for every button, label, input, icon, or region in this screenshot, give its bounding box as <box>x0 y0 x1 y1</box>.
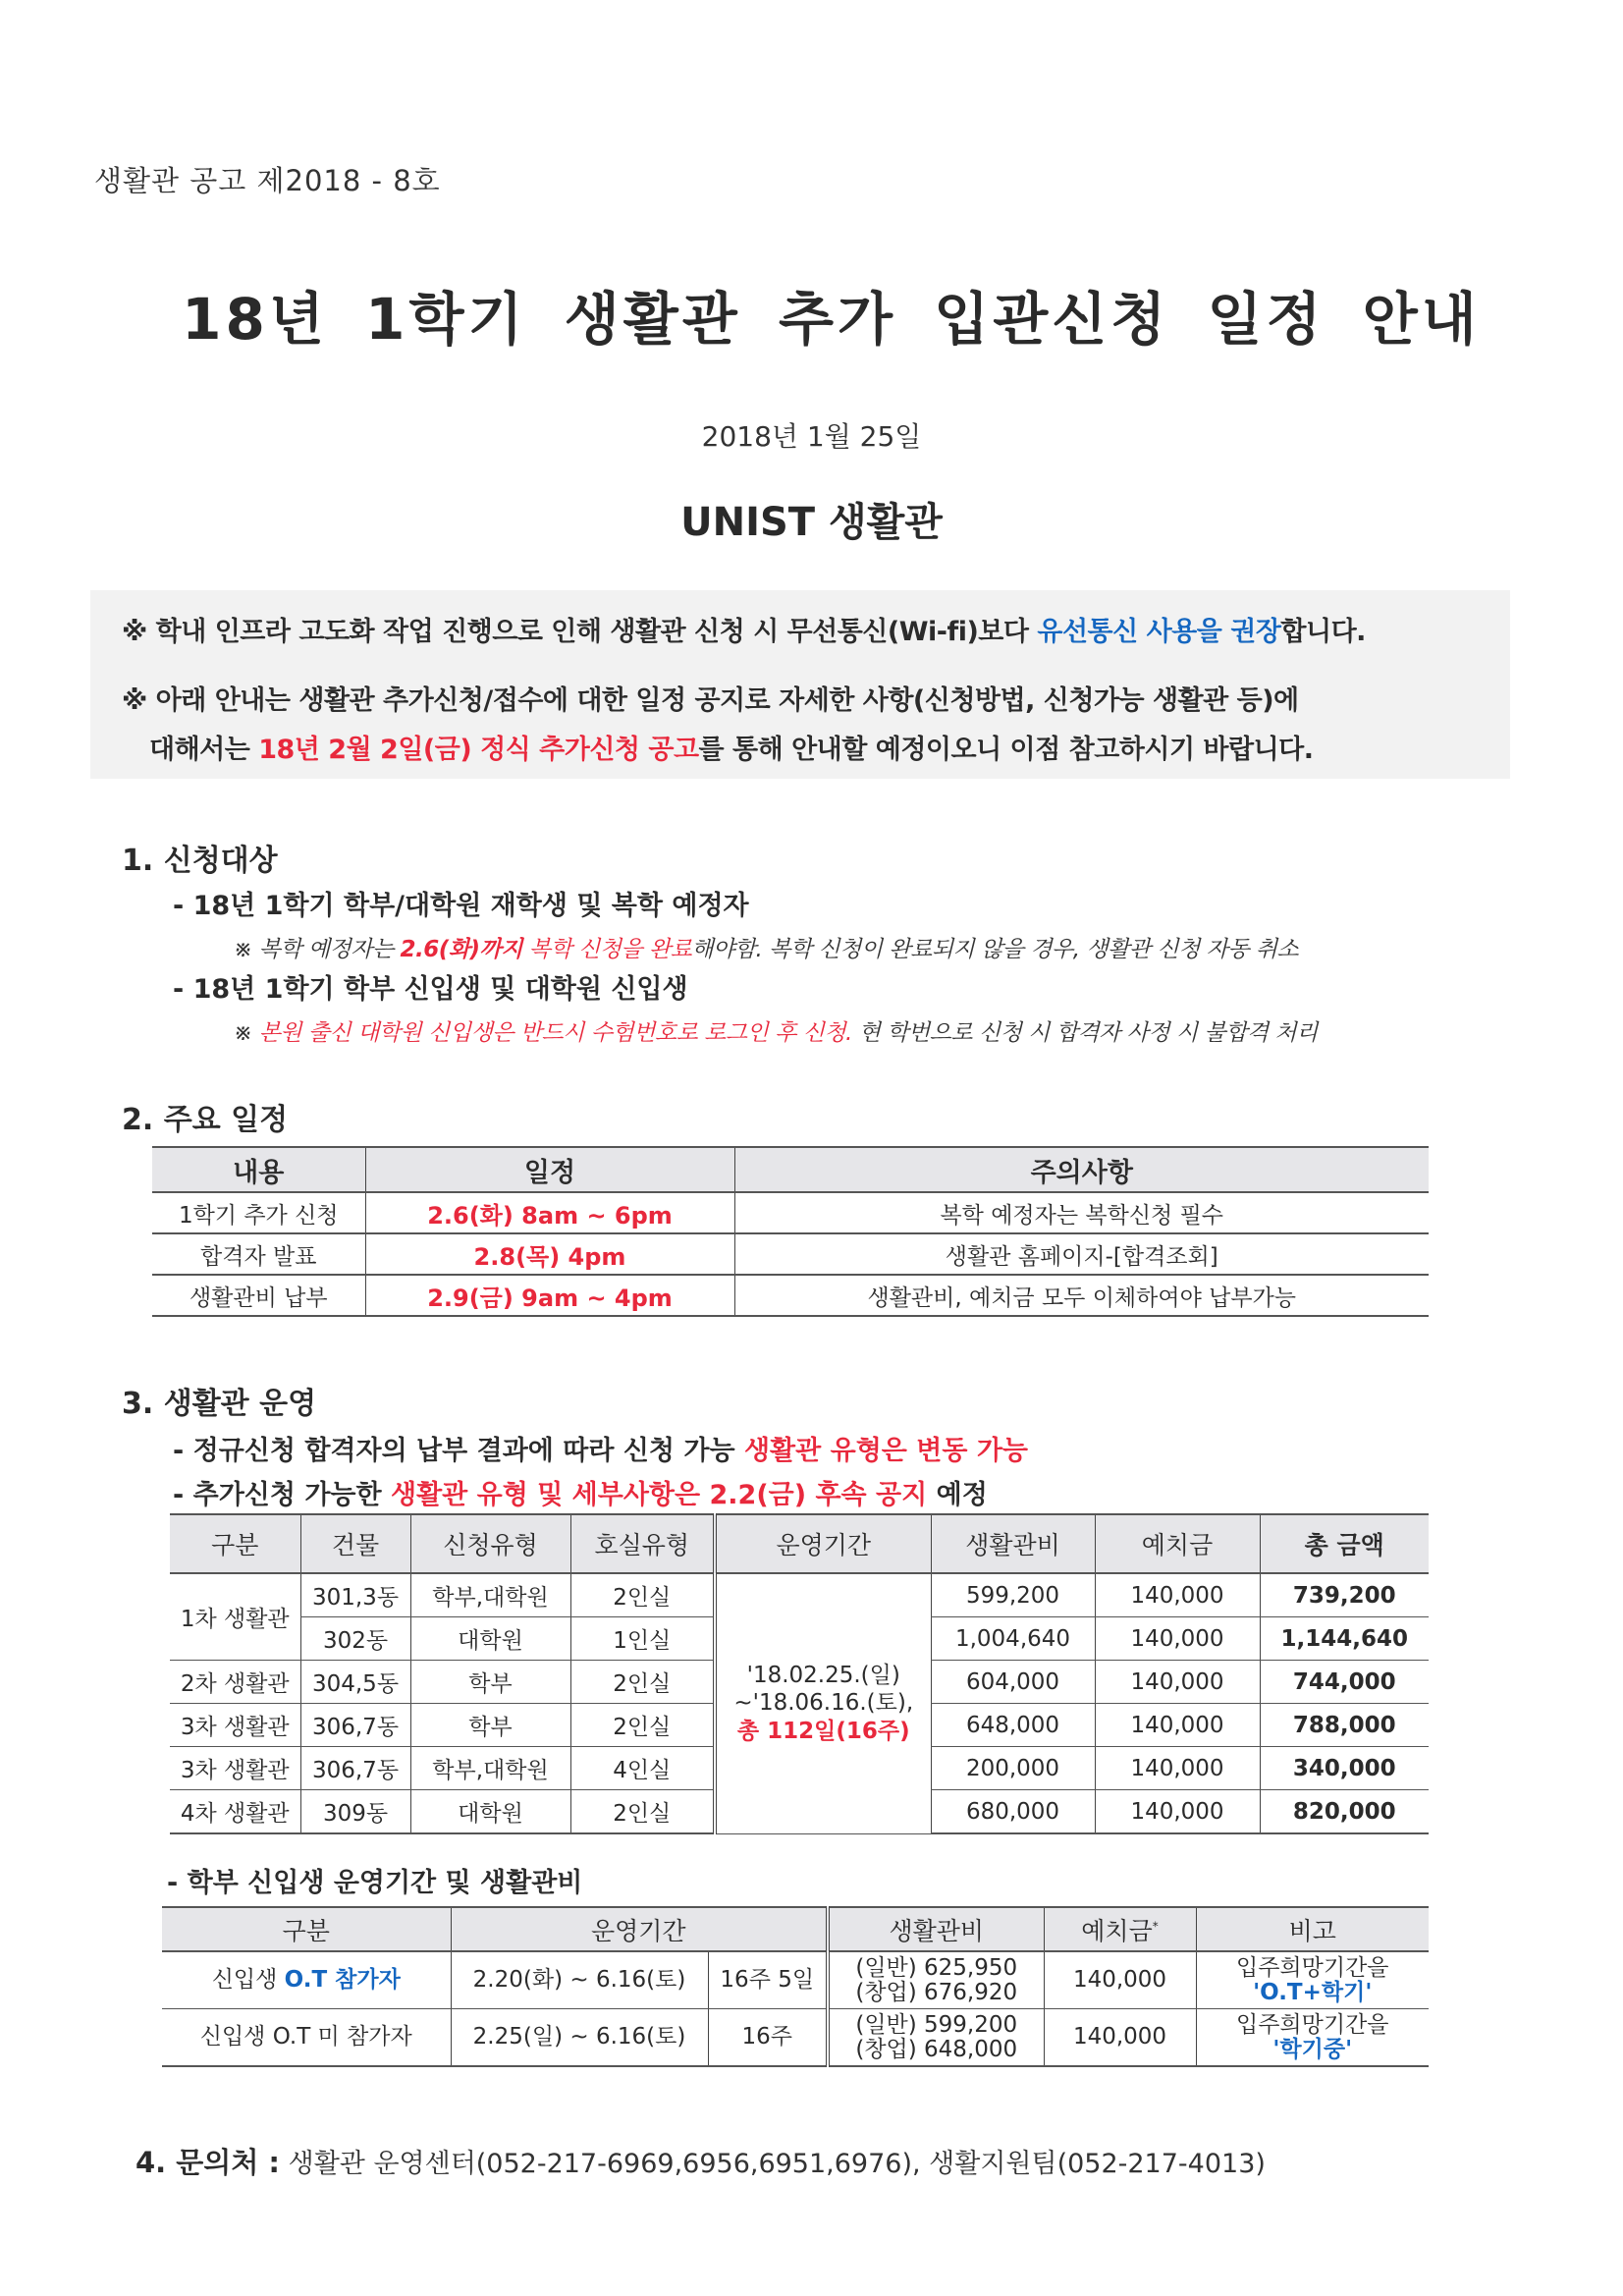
notice-text: ※ 학내 인프라 고도화 작업 진행으로 인해 생활관 신청 시 무선통신(Wi-fi)보다 <box>122 617 1038 647</box>
column-header: 운영기간 <box>715 1514 931 1573</box>
bullet-text: - 정규신청 합격자의 납부 결과에 따라 신청 가능 <box>173 1436 744 1466</box>
section-1-note-1 <box>234 931 1298 963</box>
cell-item: 1학기 추가 신청 <box>152 1192 365 1233</box>
cell-room: 2인실 <box>570 1661 715 1704</box>
cell-fee: 200,000 <box>931 1747 1095 1790</box>
cell-total: 340,000 <box>1260 1747 1429 1790</box>
cell-category: 1차 생활관 <box>170 1573 300 1661</box>
cell-deposit: 140,000 <box>1095 1790 1260 1834</box>
cell-building: 309동 <box>300 1790 410 1834</box>
notice-line-2: ※ 아래 안내는 생활관 추가신청/접수에 대한 일정 공지로 자세한 사항(신청방법, 신청가능 생활관 등)에 <box>122 685 1299 716</box>
cell-room: 2인실 <box>570 1573 715 1617</box>
note-highlight: 본원 출신 대학원 신입생은 반드시 수험번호로 로그인 후 신청. <box>258 1020 852 1046</box>
cell-fee: 1,004,640 <box>931 1617 1095 1661</box>
cell-deposit: 140,000 <box>1044 1951 1196 2009</box>
cell-category: 2차 생활관 <box>170 1661 300 1704</box>
table-row <box>162 1951 1429 2009</box>
fee-general: (일반) 599,200 <box>855 2012 1018 2039</box>
cell-category <box>162 1951 451 2009</box>
bullet-highlight: 생활관 유형 및 세부사항은 2.2(금) 후속 공지 <box>390 1480 928 1510</box>
notice-line-3 <box>149 728 1314 766</box>
cell-remark <box>1196 2009 1429 2067</box>
cell-fee: 648,000 <box>931 1704 1095 1747</box>
period-end: ~'18.06.16.(토), <box>733 1690 914 1717</box>
issue-date: 2018년 1월 25일 <box>701 420 922 453</box>
schedule-table <box>152 1146 1429 1317</box>
column-header: 총 금액 <box>1260 1514 1429 1573</box>
cell-note: 생활관 홈페이지-[합격조회] <box>734 1233 1429 1275</box>
cell-building: 304,5동 <box>300 1661 410 1704</box>
cell-note: 생활관비, 예치금 모두 이체하여야 납부가능 <box>734 1275 1429 1316</box>
cell-duration: 16주 5일 <box>708 1951 828 2009</box>
cell-total: 788,000 <box>1260 1704 1429 1747</box>
cell-schedule: 2.9(금) 9am ~ 4pm <box>365 1275 734 1316</box>
cell-fee: 680,000 <box>931 1790 1095 1834</box>
notice-line-1 <box>122 610 1366 648</box>
table-header-row <box>152 1147 1429 1192</box>
note-text: 현 학번으로 신청 시 합격자 사정 시 불합격 처리 <box>851 1020 1318 1046</box>
cell-building: 306,7동 <box>300 1704 410 1747</box>
note-text: ※ <box>234 1020 259 1046</box>
cell-type: 학부,대학원 <box>410 1573 570 1617</box>
column-header: 예치금 <box>1095 1514 1260 1573</box>
fee-general: (일반) 625,950 <box>855 1955 1018 1982</box>
section-3-item-1 <box>173 1429 1028 1467</box>
cell-schedule: 2.8(목) 4pm <box>365 1233 734 1275</box>
column-header: 구분 <box>162 1907 451 1951</box>
header-text: 예치금 <box>1081 1916 1153 1945</box>
notice-number: 생활관 공고 제2018 - 8호 <box>94 164 441 197</box>
column-header: 운영기간 <box>451 1907 828 1951</box>
notice-highlight: 유선통신 사용을 권장 <box>1037 617 1281 647</box>
section-2-title: 2. 주요 일정 <box>122 1103 289 1137</box>
note-text: 해야함. 복학 신청이 완료되지 않을 경우, 생활관 신청 자동 취소 <box>691 937 1299 962</box>
column-header: 구분 <box>170 1514 300 1573</box>
table-row <box>162 2009 1429 2067</box>
cell-item: 합격자 발표 <box>152 1233 365 1275</box>
column-header: 생활관비 <box>931 1514 1095 1573</box>
cell-category: 3차 생활관 <box>170 1747 300 1790</box>
cell-type: 학부 <box>410 1661 570 1704</box>
column-header: 건물 <box>300 1514 410 1573</box>
period-total: 총 112일(16주) <box>736 1719 910 1745</box>
section-1-note-2 <box>234 1014 1318 1047</box>
category-text: 신입생 O.T 미 참가자 <box>199 2024 412 2050</box>
cell-room: 1인실 <box>570 1617 715 1661</box>
section-3-item-2 <box>173 1473 988 1511</box>
cell-fee: 599,200 <box>931 1573 1095 1617</box>
category-highlight: O.T 참가자 <box>284 1967 401 1994</box>
cell-duration: 16주 <box>708 2009 828 2067</box>
footnote-mark: * <box>1152 1919 1159 1934</box>
cell-period <box>715 1573 931 1833</box>
section-3-title: 3. 생활관 운영 <box>122 1387 317 1421</box>
cell-deposit: 140,000 <box>1044 2009 1196 2067</box>
cell-category: 3차 생활관 <box>170 1704 300 1747</box>
cell-total: 820,000 <box>1260 1790 1429 1834</box>
cell-category: 4차 생활관 <box>170 1790 300 1834</box>
fee-startup: (창업) 648,000 <box>855 2036 1018 2062</box>
column-header: 비고 <box>1196 1907 1429 1951</box>
issuer: UNIST 생활관 <box>680 500 943 545</box>
cell-note: 복학 예정자는 복학신청 필수 <box>734 1192 1429 1233</box>
cell-type: 대학원 <box>410 1790 570 1834</box>
column-header <box>1044 1907 1196 1951</box>
cell-deposit: 140,000 <box>1095 1617 1260 1661</box>
category-text: 신입생 <box>211 1967 285 1994</box>
cell-period: 2.25(일) ~ 6.16(토) <box>451 2009 708 2067</box>
cell-building: 301,3동 <box>300 1573 410 1617</box>
cell-period: 2.20(화) ~ 6.16(토) <box>451 1951 708 2009</box>
cell-type: 대학원 <box>410 1617 570 1661</box>
table-row <box>152 1275 1429 1316</box>
contact-info <box>135 2141 1266 2181</box>
section-1-item-2: - 18년 1학기 학부 신입생 및 대학원 신입생 <box>173 974 688 1005</box>
notice-text: 합니다. <box>1280 617 1366 647</box>
section-1-title: 1. 신청대상 <box>122 844 278 878</box>
cell-room: 2인실 <box>570 1790 715 1834</box>
cell-deposit: 140,000 <box>1095 1661 1260 1704</box>
freshman-table <box>162 1906 1429 2067</box>
cell-building: 302동 <box>300 1617 410 1661</box>
remark-text: 입주희망기간을 <box>1235 1955 1389 1982</box>
cell-total: 1,144,640 <box>1260 1617 1429 1661</box>
column-header: 호실유형 <box>570 1514 715 1573</box>
page-title: 18년 1학기 생활관 추가 입관신청 일정 안내 <box>182 286 1481 353</box>
column-header: 일정 <box>365 1147 734 1192</box>
notice-text: 를 통해 안내할 예정이오니 이점 참고하시기 바랍니다. <box>698 735 1314 765</box>
notice-box <box>90 590 1510 779</box>
note-highlight: 2.6(화)까지 <box>400 937 522 962</box>
cell-building: 306,7동 <box>300 1747 410 1790</box>
table-header-row <box>162 1907 1429 1951</box>
table-row <box>170 1573 1429 1617</box>
cell-total: 739,200 <box>1260 1573 1429 1617</box>
remark-highlight: '학기중' <box>1272 2036 1353 2062</box>
cell-category <box>162 2009 451 2067</box>
cell-schedule: 2.6(화) 8am ~ 6pm <box>365 1192 734 1233</box>
cell-total: 744,000 <box>1260 1661 1429 1704</box>
bullet-text: - 추가신청 가능한 <box>173 1480 391 1510</box>
fee-startup: (창업) 676,920 <box>855 1979 1018 2005</box>
contact-text: 생활관 운영센터(052-217-6969,6956,6951,6976), 생활지원팀(052-217-4013) <box>280 2149 1266 2179</box>
cell-deposit: 140,000 <box>1095 1573 1260 1617</box>
cell-deposit: 140,000 <box>1095 1747 1260 1790</box>
column-header: 생활관비 <box>828 1907 1044 1951</box>
column-header: 신청유형 <box>410 1514 570 1573</box>
remark-text: 입주희망기간을 <box>1235 2012 1389 2039</box>
cell-type: 학부,대학원 <box>410 1747 570 1790</box>
cell-room: 4인실 <box>570 1747 715 1790</box>
cell-room: 2인실 <box>570 1704 715 1747</box>
remark-highlight: 'O.T+학기' <box>1253 1979 1373 2005</box>
notice-highlight: 18년 2월 2일(금) 정식 추가신청 공고 <box>258 735 699 765</box>
table-header-row <box>170 1514 1429 1573</box>
note-highlight: 복학 신청을 완료 <box>521 937 692 962</box>
cell-item: 생활관비 납부 <box>152 1275 365 1316</box>
column-header: 주의사항 <box>734 1147 1429 1192</box>
period-start: '18.02.25.(일) <box>746 1662 900 1688</box>
contact-label: 4. 문의처 : <box>135 2146 281 2179</box>
bullet-text: 예정 <box>927 1480 988 1510</box>
notice-text: 대해서는 <box>149 735 259 765</box>
section-1-item-1: - 18년 1학기 학부/대학원 재학생 및 복학 예정자 <box>173 891 749 921</box>
table-row <box>152 1192 1429 1233</box>
freshman-subtitle: - 학부 신입생 운영기간 및 생활관비 <box>167 1868 583 1898</box>
cell-fee <box>828 1951 1044 2009</box>
dorm-table <box>170 1513 1429 1834</box>
table-row <box>152 1233 1429 1275</box>
cell-remark <box>1196 1951 1429 2009</box>
cell-fee: 604,000 <box>931 1661 1095 1704</box>
cell-deposit: 140,000 <box>1095 1704 1260 1747</box>
column-header: 내용 <box>152 1147 365 1192</box>
bullet-highlight: 생활관 유형은 변동 가능 <box>743 1436 1028 1466</box>
note-text: ※ 복학 예정자는 <box>234 937 401 962</box>
cell-type: 학부 <box>410 1704 570 1747</box>
cell-fee <box>828 2009 1044 2067</box>
